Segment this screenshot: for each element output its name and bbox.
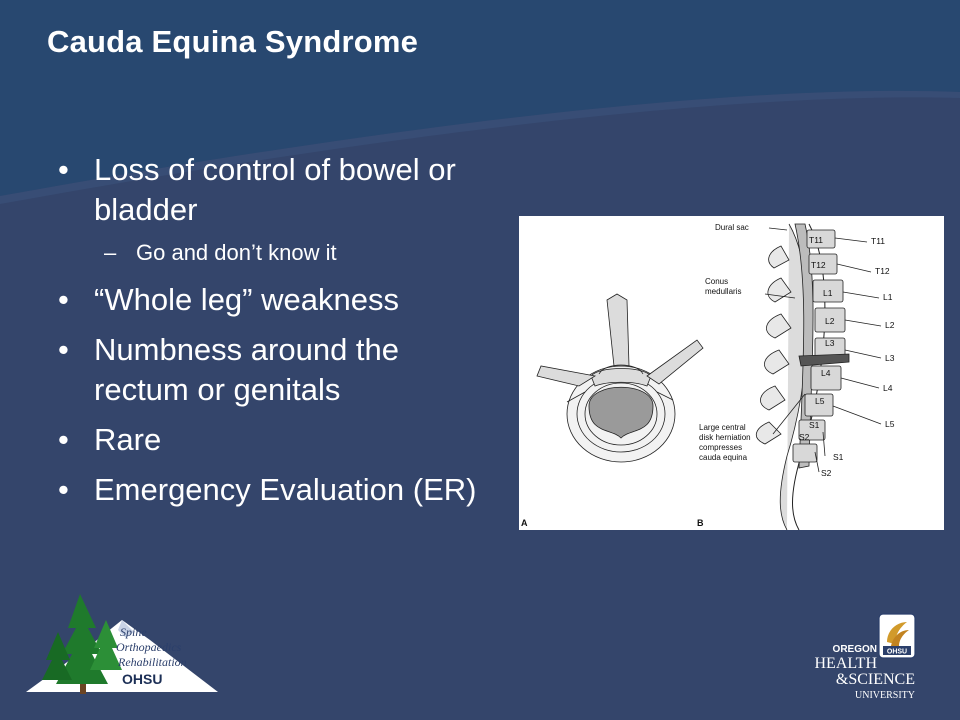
- nerve-label: L3: [885, 353, 895, 363]
- logo-left-line1: Spine: [120, 625, 147, 639]
- spine-anatomy-figure: [519, 216, 944, 530]
- panel-label-a: A: [521, 518, 528, 528]
- vertebra-label: S2: [799, 432, 810, 442]
- bullet-marker: •: [58, 472, 69, 507]
- logo-right-line2: HEALTH: [814, 655, 877, 672]
- label-conus: Conus: [705, 277, 729, 286]
- bullet-text: Numbness around the rectum or genitals: [94, 332, 400, 407]
- bullet-text: Rare: [94, 422, 162, 457]
- bullet-item: [58, 420, 498, 460]
- nerve-label: S1: [833, 452, 844, 462]
- vertebra-label: S1: [809, 420, 820, 430]
- nerve-label: L4: [883, 383, 893, 393]
- vertebra-label: L5: [815, 396, 825, 406]
- vertebra-label: L3: [825, 338, 835, 348]
- label-herniation-2: disk herniation: [699, 433, 751, 442]
- nerve-label: L2: [885, 320, 895, 330]
- vertebra-label: T12: [811, 260, 826, 270]
- sub-bullet-text: Go and don’t know it: [136, 240, 337, 265]
- bullet-marker: •: [58, 332, 69, 367]
- slide-title: Cauda Equina Syndrome: [47, 24, 419, 59]
- nerve-label: T11: [871, 236, 886, 246]
- label-herniation-4: cauda equina: [699, 453, 748, 462]
- bullet-item: [58, 470, 498, 510]
- bullet-marker: •: [58, 422, 69, 457]
- bullet-item: [58, 150, 498, 230]
- nerve-label: T12: [875, 266, 890, 276]
- ohsu-badge-icon: [879, 614, 915, 658]
- axial-vertebra-drawing: [537, 294, 703, 462]
- logo-left-line2: Orthopaedics: [116, 640, 182, 654]
- logo-left-line4: OHSU: [122, 671, 163, 687]
- vertebra-label: L4: [821, 368, 831, 378]
- vertebra-label: L1: [823, 288, 833, 298]
- nerve-label: L5: [885, 419, 895, 429]
- vertebra-label: T11: [809, 235, 824, 245]
- label-medullaris: medullaris: [705, 287, 742, 296]
- bullet-item: [58, 330, 498, 410]
- logo-right-line4: UNIVERSITY: [855, 690, 915, 701]
- sub-bullet-item: [58, 238, 498, 268]
- logo-left-line3: Rehabilitation: [118, 655, 187, 669]
- logo-right-line3: &SCIENCE: [835, 671, 915, 688]
- bullet-text: Loss of control of bowel or bladder: [94, 152, 456, 227]
- bullet-marker: •: [58, 152, 69, 187]
- vertebra-label: L2: [825, 316, 835, 326]
- spine-rehab-logo: [22, 592, 222, 702]
- ohsu-logo: [795, 612, 925, 704]
- panel-label-b: B: [697, 518, 704, 528]
- label-dural-sac: Dural sac: [715, 223, 749, 232]
- nerve-label: S2: [821, 468, 832, 478]
- bullet-list: [58, 150, 498, 520]
- bullet-text: “Whole leg” weakness: [94, 282, 399, 317]
- bullet-text: Emergency Evaluation (ER): [94, 472, 477, 507]
- dash-marker: –: [104, 240, 117, 265]
- bullet-marker: •: [58, 282, 69, 317]
- label-herniation-1: Large central: [699, 423, 746, 432]
- logo-right-line1: OREGON: [832, 644, 877, 655]
- spine-illustration: [519, 216, 944, 530]
- ohsu-badge-text: OHSU: [886, 648, 908, 656]
- label-herniation-3: compresses: [699, 443, 743, 452]
- nerve-label: L1: [883, 292, 893, 302]
- bullet-item: [58, 280, 498, 320]
